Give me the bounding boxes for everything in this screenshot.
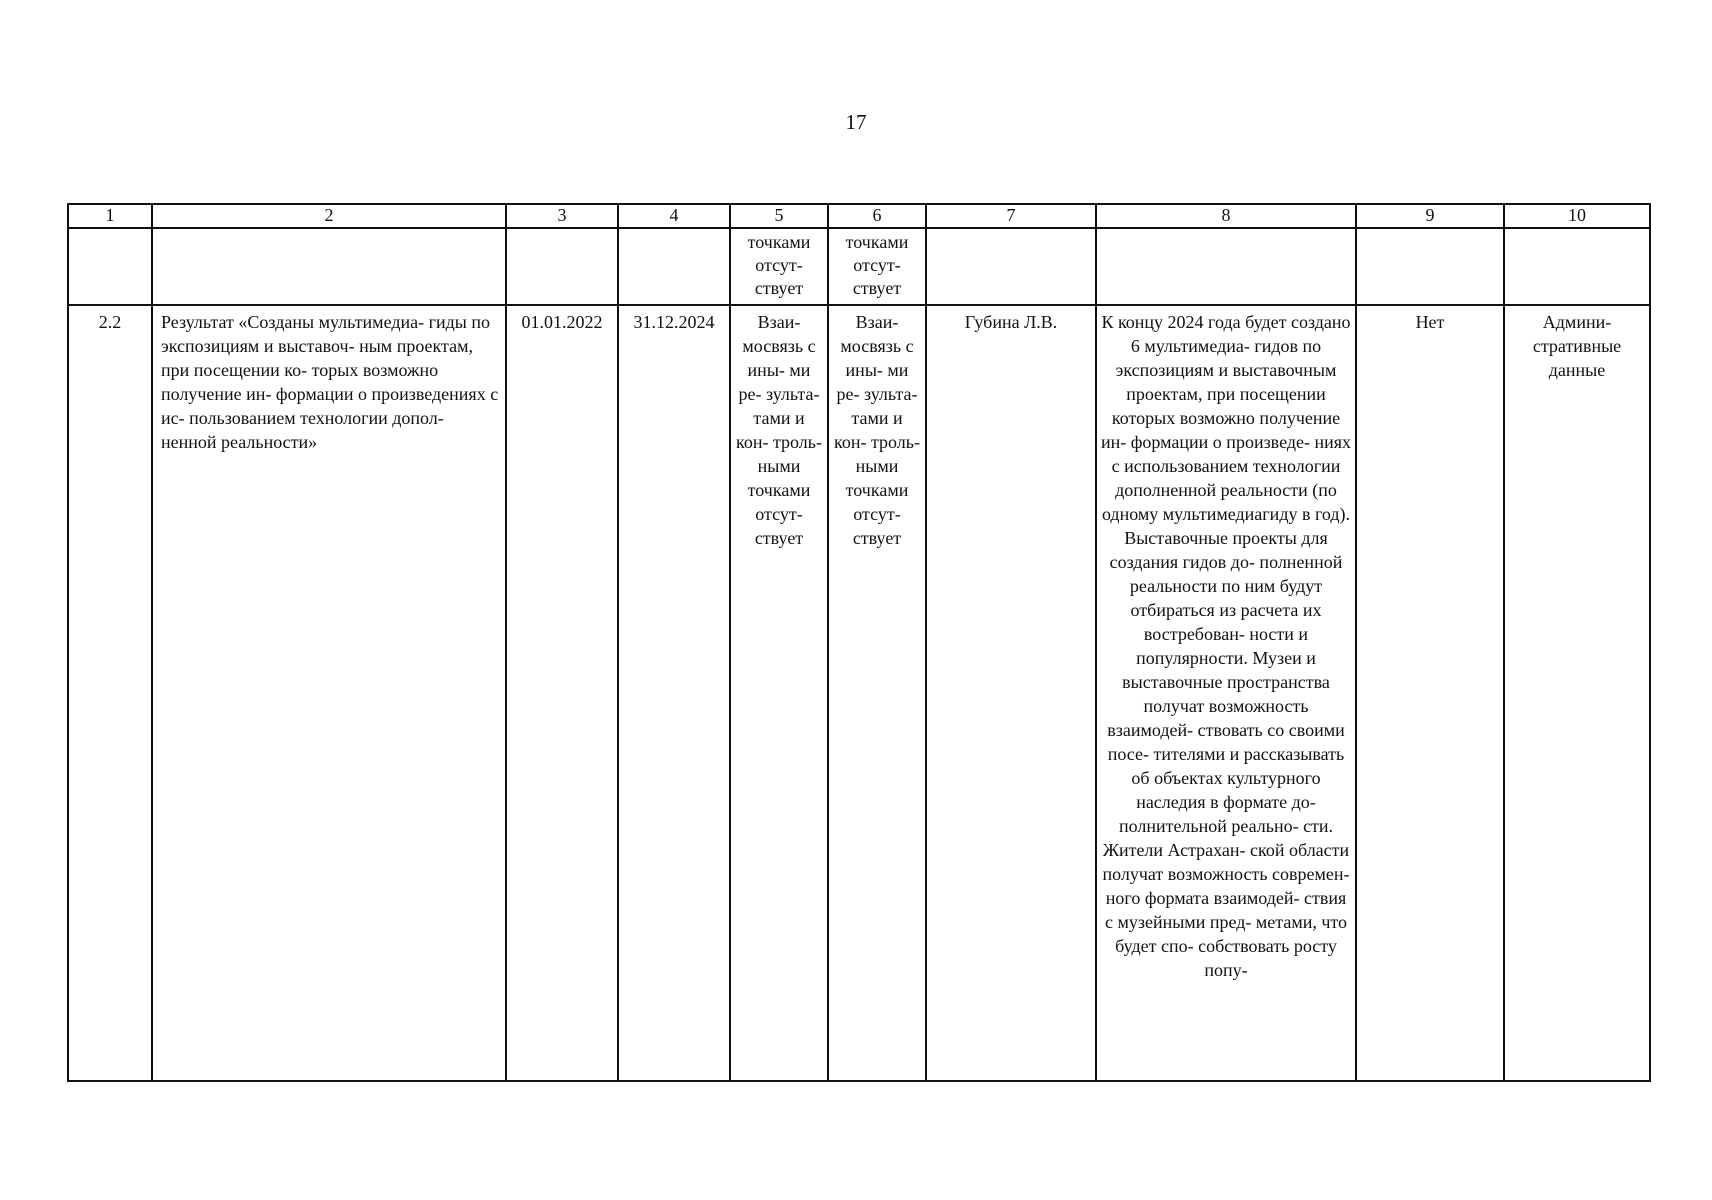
cont-cell-6: точками отсут- ствует [828,228,926,305]
cont-cell-7 [926,228,1096,305]
col-header-7: 7 [926,204,1096,228]
cont-cell-3 [506,228,618,305]
row-title: Результат «Созданы мультимедиа- гиды по экспозициям и выставоч- ным проектам, при посещении ко- торых возможно получение ин- формации о произведениях с ис- пользованием технологии допол- ненной реальности» [152,305,506,1081]
col-header-4: 4 [618,204,730,228]
header-row [68,204,1650,228]
row-number: 2.2 [68,305,152,1081]
row-end-date: 31.12.2024 [618,305,730,1081]
document-table [67,203,1651,1082]
cont-cell-5: точками отсут- ствует [730,228,828,305]
col-header-10: 10 [1504,204,1650,228]
cont-cell-2 [152,228,506,305]
cont-cell-4 [618,228,730,305]
col-header-5: 5 [730,204,828,228]
row-col10: Админи- стративные данные [1504,305,1650,1081]
row-description: К концу 2024 года будет создано 6 мультимедиа- гидов по экспозициям и выставочным проектам, при посещении которых возможно получение ин- формации о произведе- ниях с использованием технологии дополненной реальности (по одному мультимедиагиду в год). Выставочные проекты для создания гидов до- полненной реальности по ним будут отбираться из расчета их востребован- ности и популярности. Музеи и выставочные пространства получат возможность взаимодей- ствовать со своими посе- тителями и рассказывать об объектах культурного наследия в формате до- полнительной реально- сти. Жители Астрахан- ской области получат возможность современ- ного формата взаимодей- ствия с музейными пред- метами, что будет спо- собствовать росту попу- [1096,305,1356,1081]
row-responsible: Губина Л.В. [926,305,1096,1081]
row-col6: Взаи- мосвязь с ины- ми ре- зульта- тами и кон- троль- ными точками отсут- ствует [828,305,926,1081]
row-col9: Нет [1356,305,1504,1081]
cont-cell-9 [1356,228,1504,305]
cont-cell-10 [1504,228,1650,305]
row-start-date: 01.01.2022 [506,305,618,1081]
continuation-row [68,228,1650,305]
row-col5: Взаи- мосвязь с ины- ми ре- зульта- тами и кон- троль- ными точками отсут- ствует [730,305,828,1081]
table-row [68,305,1650,1081]
col-header-8: 8 [1096,204,1356,228]
page-number: 17 [845,110,867,134]
col-header-3: 3 [506,204,618,228]
cont-cell-1 [68,228,152,305]
cont-cell-8 [1096,228,1356,305]
col-header-6: 6 [828,204,926,228]
col-header-2: 2 [152,204,506,228]
col-header-9: 9 [1356,204,1504,228]
col-header-1: 1 [68,204,152,228]
